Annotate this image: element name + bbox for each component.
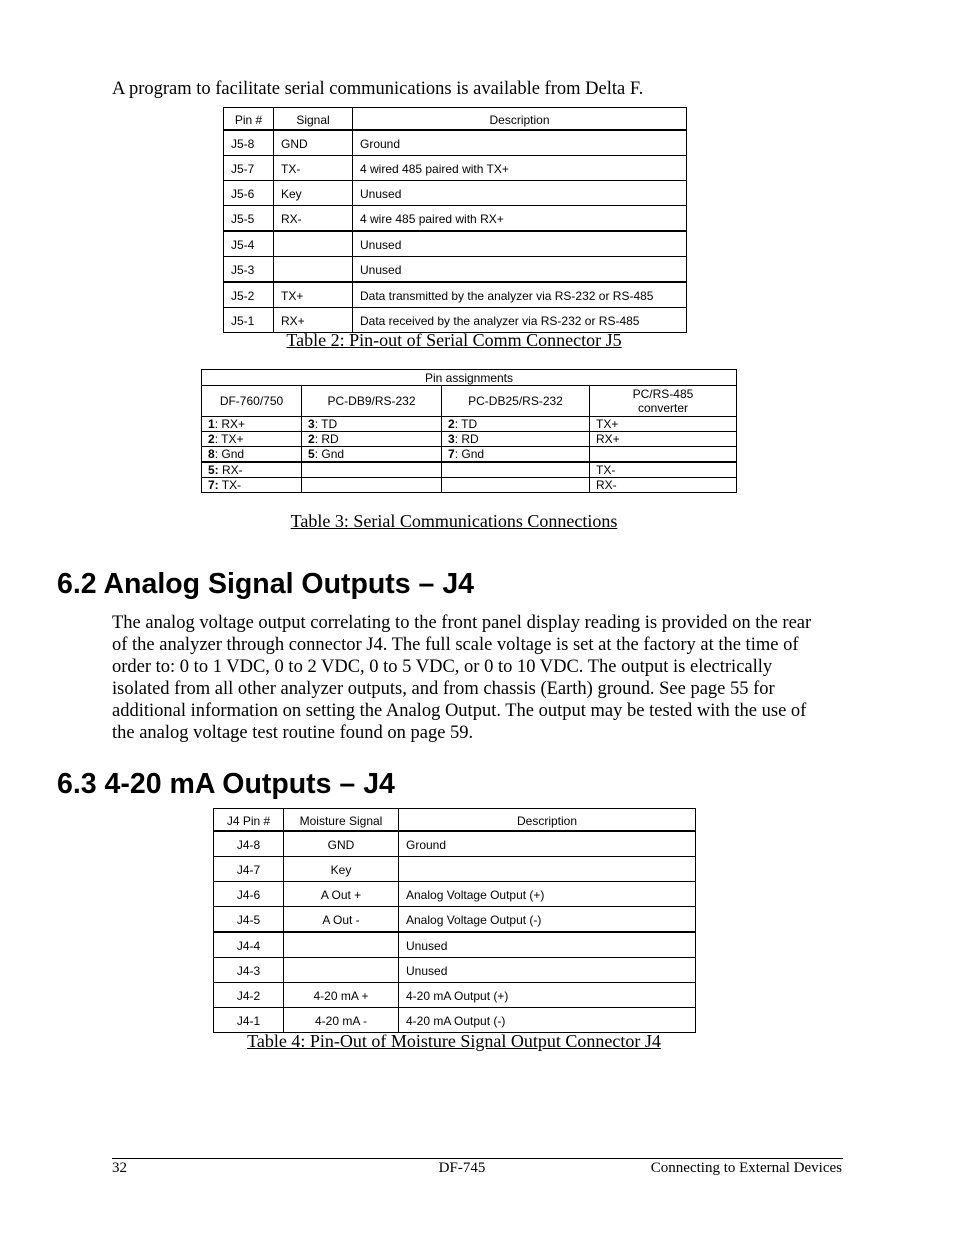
table-row <box>202 432 737 447</box>
table-row <box>214 1008 696 1033</box>
table-cell: RX+ <box>274 308 353 333</box>
table-row <box>224 181 687 206</box>
table-cell <box>302 417 442 432</box>
table-row <box>214 932 696 958</box>
table-cell <box>590 462 737 478</box>
pin-number: 3 <box>448 432 455 446</box>
footer-page-number: 32 <box>112 1160 127 1176</box>
table-cell: Unused <box>353 257 687 283</box>
pin-number: 8 <box>208 447 215 461</box>
pin-number: 2 <box>208 432 215 446</box>
pin-number: 1 <box>208 417 215 431</box>
pin-signal: : Gnd <box>454 447 485 461</box>
table-cell <box>399 857 696 882</box>
table-cell: J5-4 <box>224 231 274 257</box>
table-cell: Unused <box>353 231 687 257</box>
table-header-row <box>202 386 737 417</box>
column-header: PC-DB9/RS-232 <box>302 386 442 417</box>
table-cell: J4-6 <box>214 882 284 907</box>
table-cell: 4 wired 485 paired with TX+ <box>353 156 687 181</box>
section-heading-analog: 6.2 Analog Signal Outputs – J4 <box>57 568 475 600</box>
table-cell <box>590 447 737 463</box>
table-cell: 4 wire 485 paired with RX+ <box>353 206 687 232</box>
pin-signal: : Gnd <box>214 447 245 461</box>
pin-signal: : Gnd <box>314 447 345 461</box>
table-cell: A Out + <box>284 882 399 907</box>
column-header: Moisture Signal <box>284 809 399 832</box>
table-cell <box>274 257 353 283</box>
table-cell: Key <box>274 181 353 206</box>
table-row <box>214 831 696 857</box>
table-cell <box>202 417 302 432</box>
table-cell: Key <box>284 857 399 882</box>
table-cell <box>590 417 737 432</box>
pin-number: 5 <box>308 447 315 461</box>
table-cell: J5-8 <box>224 130 274 156</box>
pin-signal: : TD <box>314 417 338 431</box>
intro-text: A program to facilitate serial communications is available from Delta F. <box>112 79 644 99</box>
pin-number: 2 <box>448 417 455 431</box>
table-cell: Analog Voltage Output (+) <box>399 882 696 907</box>
table-row <box>224 257 687 283</box>
table-cell: J5-6 <box>224 181 274 206</box>
table-cell <box>274 231 353 257</box>
pin-number: 2 <box>308 432 315 446</box>
table-cell: J5-1 <box>224 308 274 333</box>
pin-signal: : RD <box>314 432 339 446</box>
table4-caption: Table 4: Pin-Out of Moisture Signal Output Connector J4 <box>247 1031 661 1051</box>
analog-description: The analog voltage output correlating to the front panel display reading is provided on the rear of the analyzer through connector J4. The full scale voltage is set at the factory at the time of order to: 0 to 1 VDC, 0 to 2 VDC, 0 to 5 VDC, or 0 to 10 VDC. The output is electrically isolated from all other analyzer outputs, and from chassis (Earth) ground. See page 55 for additional information on setting the Analog Output. The output may be tested with the use of the analog voltage test routine found on page 59. <box>112 613 812 743</box>
table-cell: 4-20 mA Output (+) <box>399 983 696 1008</box>
serial-pinout-table <box>223 107 687 333</box>
pin-signal: TX- <box>596 463 616 477</box>
table-cell: J5-2 <box>224 282 274 308</box>
pin-signal: TX+ <box>596 417 619 431</box>
table-row <box>224 156 687 181</box>
table-row <box>224 130 687 156</box>
table-cell: 4-20 mA + <box>284 983 399 1008</box>
group-header: Pin assignments <box>202 370 737 386</box>
column-header: Signal <box>274 108 353 131</box>
table-cell <box>590 478 737 493</box>
pin-number: 7 <box>448 447 455 461</box>
section-heading-4-20ma: 6.3 4-20 mA Outputs – J4 <box>57 768 395 800</box>
table-row <box>202 478 737 493</box>
table-cell <box>302 462 442 478</box>
table-cell: GND <box>284 831 399 857</box>
table-cell: Analog Voltage Output (-) <box>399 907 696 933</box>
footer-chapter: Connecting to External Devices <box>650 1160 842 1176</box>
table-row <box>224 282 687 308</box>
table-cell: TX+ <box>274 282 353 308</box>
table-row <box>214 907 696 933</box>
table-cell: Ground <box>399 831 696 857</box>
table-cell <box>302 447 442 463</box>
table-cell: J5-7 <box>224 156 274 181</box>
column-header: Pin # <box>224 108 274 131</box>
table-cell <box>202 432 302 447</box>
table-cell: RX- <box>274 206 353 232</box>
table-row <box>202 462 737 478</box>
table-row <box>202 417 737 432</box>
table-row <box>214 958 696 983</box>
table-cell <box>284 958 399 983</box>
table-cell: GND <box>274 130 353 156</box>
column-header: J4 Pin # <box>214 809 284 832</box>
table-cell: A Out - <box>284 907 399 933</box>
table-cell <box>442 417 590 432</box>
table-cell: J5-3 <box>224 257 274 283</box>
table-cell: J4-4 <box>214 932 284 958</box>
table-cell: J4-8 <box>214 831 284 857</box>
pin-signal: : RX+ <box>214 417 246 431</box>
pin-number: 5: <box>208 463 219 477</box>
table-cell <box>202 478 302 493</box>
table-cell: 4-20 mA Output (-) <box>399 1008 696 1033</box>
pin-number: 7: <box>208 478 219 492</box>
table-cell <box>442 432 590 447</box>
table-cell: J4-1 <box>214 1008 284 1033</box>
table-cell <box>302 432 442 447</box>
table-row <box>214 882 696 907</box>
table-cell <box>202 462 302 478</box>
column-header: PC/RS-485 converter <box>590 386 737 417</box>
table-row <box>224 231 687 257</box>
table-row <box>224 308 687 333</box>
table-cell: 4-20 mA - <box>284 1008 399 1033</box>
pin-signal: : TX+ <box>214 432 244 446</box>
footer-document: DF-745 <box>438 1160 486 1176</box>
table-cell: Unused <box>399 958 696 983</box>
table-header-row <box>214 809 696 832</box>
table-group-header-row <box>202 370 737 386</box>
column-header: Description <box>399 809 696 832</box>
pin-signal: RX- <box>218 463 243 477</box>
table-cell <box>442 462 590 478</box>
table-cell: Ground <box>353 130 687 156</box>
pin-signal: : RD <box>454 432 479 446</box>
table-cell: J5-5 <box>224 206 274 232</box>
table-cell <box>302 478 442 493</box>
table-cell <box>202 447 302 463</box>
serial-connections-table <box>201 369 737 493</box>
pin-number: 3 <box>308 417 315 431</box>
footer-rule <box>112 1158 843 1159</box>
pin-signal: TX- <box>218 478 242 492</box>
table3-caption: Table 3: Serial Communications Connections <box>290 511 618 531</box>
table-cell <box>442 478 590 493</box>
table-cell: Unused <box>353 181 687 206</box>
table-row <box>202 447 737 463</box>
table-row <box>214 983 696 1008</box>
table-cell: TX- <box>274 156 353 181</box>
table-cell <box>284 932 399 958</box>
table-header-row <box>224 108 687 131</box>
pin-signal: RX+ <box>596 432 620 446</box>
table-row <box>214 857 696 882</box>
pin-signal: RX- <box>596 478 617 492</box>
table-cell: Data transmitted by the analyzer via RS-232 or RS-485 <box>353 282 687 308</box>
table-cell <box>590 432 737 447</box>
table-cell: J4-2 <box>214 983 284 1008</box>
column-header: DF-760/750 <box>202 386 302 417</box>
moisture-output-table <box>213 808 696 1033</box>
table-row <box>224 206 687 232</box>
table-cell: J4-5 <box>214 907 284 933</box>
column-header: PC-DB25/RS-232 <box>442 386 590 417</box>
table-cell: Unused <box>399 932 696 958</box>
table-cell <box>442 447 590 463</box>
table-cell: J4-3 <box>214 958 284 983</box>
table-cell: J4-7 <box>214 857 284 882</box>
table2-caption: Table 2: Pin-out of Serial Comm Connector J5 <box>286 330 622 350</box>
pin-signal: : TD <box>454 417 478 431</box>
column-header: Description <box>353 108 687 131</box>
table-cell: Data received by the analyzer via RS-232 or RS-485 <box>353 308 687 333</box>
